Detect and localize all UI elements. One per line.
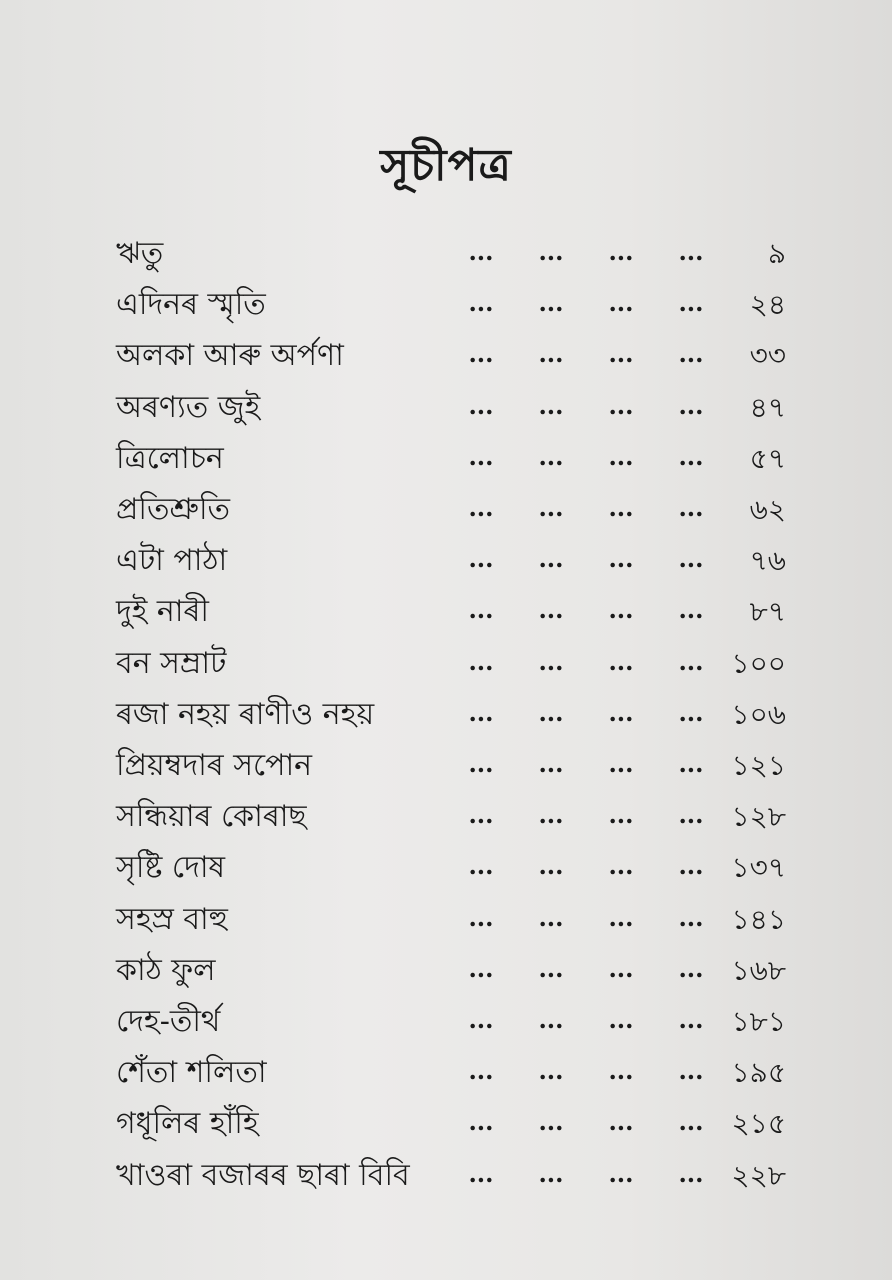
- toc-entry-page-number: ১৮১: [731, 1005, 786, 1038]
- leader-dot-group: ...: [538, 1158, 564, 1188]
- toc-entry: [0, 642, 892, 692]
- leader-dot-group: ...: [608, 1056, 634, 1086]
- leader-dot-group: ...: [608, 339, 634, 369]
- toc-leader-dots: [466, 1154, 706, 1194]
- toc-entry-title: বন সম্ৰাট: [116, 645, 227, 681]
- toc-entry-title: সৃষ্টি দোষ: [116, 850, 226, 886]
- leader-dot-group: ...: [468, 339, 494, 369]
- toc-entry-title: ত্ৰিলোচন: [116, 440, 224, 476]
- leader-dot-group: ...: [608, 851, 634, 881]
- leader-dot-group: ...: [678, 953, 704, 983]
- leader-dot-group: ...: [538, 544, 564, 574]
- toc-leader-dots: [466, 386, 706, 426]
- leader-dot-group: ...: [538, 288, 564, 318]
- leader-dot-group: ...: [678, 595, 704, 625]
- leader-dot-group: ...: [538, 646, 564, 676]
- toc-entry: [0, 488, 892, 538]
- leader-dot-group: ...: [678, 1056, 704, 1086]
- toc-entry: [0, 386, 892, 436]
- toc-leader-dots: [466, 744, 706, 784]
- leader-dot-group: ...: [608, 1107, 634, 1137]
- leader-dot-group: ...: [468, 953, 494, 983]
- leader-dot-group: ...: [678, 697, 704, 727]
- leader-dot-group: ...: [468, 646, 494, 676]
- toc-entry-title: অৰণ্যত জুই: [116, 389, 261, 425]
- leader-dot-group: ...: [468, 390, 494, 420]
- leader-dot-group: ...: [468, 288, 494, 318]
- toc-entry-page-number: ৫৭: [749, 441, 786, 475]
- toc-entry-title: সন্ধিয়াৰ কোৰাছ: [116, 799, 307, 835]
- leader-dot-group: ...: [538, 441, 564, 471]
- toc-leader-dots: [466, 642, 706, 682]
- leader-dot-group: ...: [468, 749, 494, 778]
- leader-dot-group: ...: [468, 697, 494, 727]
- leader-dot-group: ...: [468, 1056, 494, 1086]
- toc-entry: [0, 334, 892, 384]
- toc-entry-page-number: ১৬৮: [731, 953, 786, 987]
- toc-entry: [0, 1051, 892, 1101]
- toc-entry-title: কাঠ ফুল: [116, 952, 216, 988]
- toc-entry: [0, 1154, 892, 1204]
- toc-entry: [0, 283, 892, 333]
- toc-entry-page-number: ৯: [767, 237, 786, 270]
- toc-entry-page-number: ১২৮: [731, 800, 786, 834]
- leader-dot-group: ...: [608, 1005, 634, 1034]
- leader-dot-group: ...: [678, 493, 704, 522]
- toc-entry-title: খাওৰা বজাৰৰ ছাৰা বিবি: [116, 1157, 410, 1193]
- leader-dot-group: ...: [608, 749, 634, 778]
- toc-entry: [0, 437, 892, 487]
- leader-dot-group: ...: [678, 800, 704, 830]
- toc-leader-dots: [466, 1051, 706, 1091]
- toc-entry-title: প্ৰিয়ম্বদাৰ সপোন: [116, 748, 313, 783]
- leader-dot-group: ...: [468, 595, 494, 625]
- toc-entry-title: অলকা আৰু অৰ্পণা: [116, 338, 344, 374]
- toc-entry-page-number: ৮৭: [749, 595, 786, 629]
- toc-leader-dots: [466, 590, 706, 630]
- leader-dot-group: ...: [468, 441, 494, 471]
- toc-entry-title: ৰজা নহয় ৰাণীও নহয়: [116, 696, 375, 732]
- toc-entry: [0, 898, 892, 948]
- toc-leader-dots: [466, 232, 706, 272]
- toc-leader-dots: [466, 283, 706, 323]
- leader-dot-group: ...: [678, 851, 704, 881]
- leader-dot-group: ...: [608, 441, 634, 471]
- leader-dot-group: ...: [608, 1158, 634, 1188]
- leader-dot-group: ...: [538, 851, 564, 881]
- leader-dot-group: ...: [538, 595, 564, 625]
- leader-dot-group: ...: [678, 1158, 704, 1188]
- leader-dot-group: ...: [608, 493, 634, 522]
- leader-dot-group: ...: [678, 544, 704, 574]
- leader-dot-group: ...: [678, 339, 704, 369]
- leader-dot-group: ...: [538, 749, 564, 778]
- leader-dot-group: ...: [608, 902, 634, 932]
- toc-leader-dots: [466, 846, 706, 886]
- leader-dot-group: ...: [678, 749, 704, 778]
- toc-entry-title: দুই নাৰী: [116, 594, 209, 630]
- leader-dot-group: ...: [538, 339, 564, 369]
- leader-dot-group: ...: [468, 1158, 494, 1188]
- leader-dot-group: ...: [538, 800, 564, 830]
- toc-entry-title: এদিনৰ স্মৃতি: [116, 287, 266, 323]
- leader-dot-group: ...: [678, 441, 704, 471]
- toc-leader-dots: [466, 437, 706, 477]
- toc-leader-dots: [466, 693, 706, 733]
- toc-entry-page-number: ২৪: [749, 288, 786, 322]
- page-title: সূচীপত্ৰ: [380, 140, 512, 191]
- leader-dot-group: ...: [538, 390, 564, 420]
- leader-dot-group: ...: [678, 902, 704, 932]
- toc-entry-page-number: ৪৭: [749, 390, 786, 424]
- leader-dot-group: ...: [608, 544, 634, 574]
- toc-entry: [0, 1102, 892, 1152]
- toc-leader-dots: [466, 1102, 706, 1142]
- toc-entry: [0, 744, 892, 794]
- leader-dot-group: ...: [608, 697, 634, 727]
- toc-entry-page-number: ১৯৫: [731, 1056, 786, 1090]
- toc-entry-page-number: ৩৩: [749, 339, 786, 373]
- toc-entry-title: শেঁতা শলিতা: [116, 1055, 267, 1091]
- toc-entry-title: দেহ-তীৰ্থ: [116, 1004, 221, 1039]
- leader-dot-group: ...: [538, 493, 564, 522]
- toc-entry-page-number: ৭৬: [749, 544, 786, 578]
- toc-leader-dots: [466, 488, 706, 528]
- leader-dot-group: ...: [468, 237, 494, 266]
- toc-entry-title: ঋতু: [116, 236, 164, 271]
- toc-entry: [0, 693, 892, 743]
- leader-dot-group: ...: [538, 1107, 564, 1137]
- toc-entry-title: এটা পাঠা: [116, 543, 228, 579]
- toc-entry: [0, 539, 892, 589]
- leader-dot-group: ...: [608, 646, 634, 676]
- leader-dot-group: ...: [608, 800, 634, 830]
- leader-dot-group: ...: [608, 288, 634, 318]
- toc-leader-dots: [466, 1000, 706, 1040]
- leader-dot-group: ...: [538, 237, 564, 266]
- toc-entry: [0, 1000, 892, 1050]
- leader-dot-group: ...: [678, 1005, 704, 1034]
- toc-entry-page-number: ১০০: [731, 646, 786, 680]
- leader-dot-group: ...: [468, 1005, 494, 1034]
- toc-entry-page-number: ১৪১: [731, 902, 786, 936]
- toc-entry-page-number: ২১৫: [731, 1107, 786, 1141]
- toc-entry: [0, 590, 892, 640]
- leader-dot-group: ...: [538, 1056, 564, 1086]
- toc-entry-page-number: ১২১: [731, 749, 786, 782]
- toc-entry-title: সহস্ৰ বাহু: [116, 901, 228, 937]
- toc-leader-dots: [466, 795, 706, 835]
- toc-entry-page-number: ১০৬: [731, 697, 786, 731]
- toc-entry: [0, 949, 892, 999]
- leader-dot-group: ...: [608, 595, 634, 625]
- toc-entry-title: গধূলিৰ হাঁহি: [116, 1106, 259, 1142]
- toc-leader-dots: [466, 898, 706, 938]
- leader-dot-group: ...: [678, 288, 704, 318]
- leader-dot-group: ...: [608, 953, 634, 983]
- toc-entry: [0, 232, 892, 282]
- leader-dot-group: ...: [468, 902, 494, 932]
- leader-dot-group: ...: [608, 237, 634, 266]
- leader-dot-group: ...: [538, 902, 564, 932]
- leader-dot-group: ...: [468, 800, 494, 830]
- leader-dot-group: ...: [538, 697, 564, 727]
- leader-dot-group: ...: [608, 390, 634, 420]
- leader-dot-group: ...: [468, 851, 494, 881]
- leader-dot-group: ...: [468, 493, 494, 522]
- toc-entry-page-number: ২২৮: [731, 1158, 786, 1192]
- leader-dot-group: ...: [678, 237, 704, 266]
- leader-dot-group: ...: [678, 646, 704, 676]
- toc-entry-page-number: ৬২: [749, 493, 786, 526]
- leader-dot-group: ...: [468, 544, 494, 574]
- toc-leader-dots: [466, 539, 706, 579]
- leader-dot-group: ...: [678, 1107, 704, 1137]
- toc-entry: [0, 795, 892, 845]
- toc-entry-page-number: ১৩৭: [731, 851, 786, 885]
- toc-leader-dots: [466, 949, 706, 989]
- toc-leader-dots: [466, 334, 706, 374]
- toc-entry: [0, 846, 892, 896]
- leader-dot-group: ...: [538, 1005, 564, 1034]
- toc-entry-title: প্ৰতিশ্ৰুতি: [116, 492, 231, 527]
- leader-dot-group: ...: [538, 953, 564, 983]
- leader-dot-group: ...: [468, 1107, 494, 1137]
- leader-dot-group: ...: [678, 390, 704, 420]
